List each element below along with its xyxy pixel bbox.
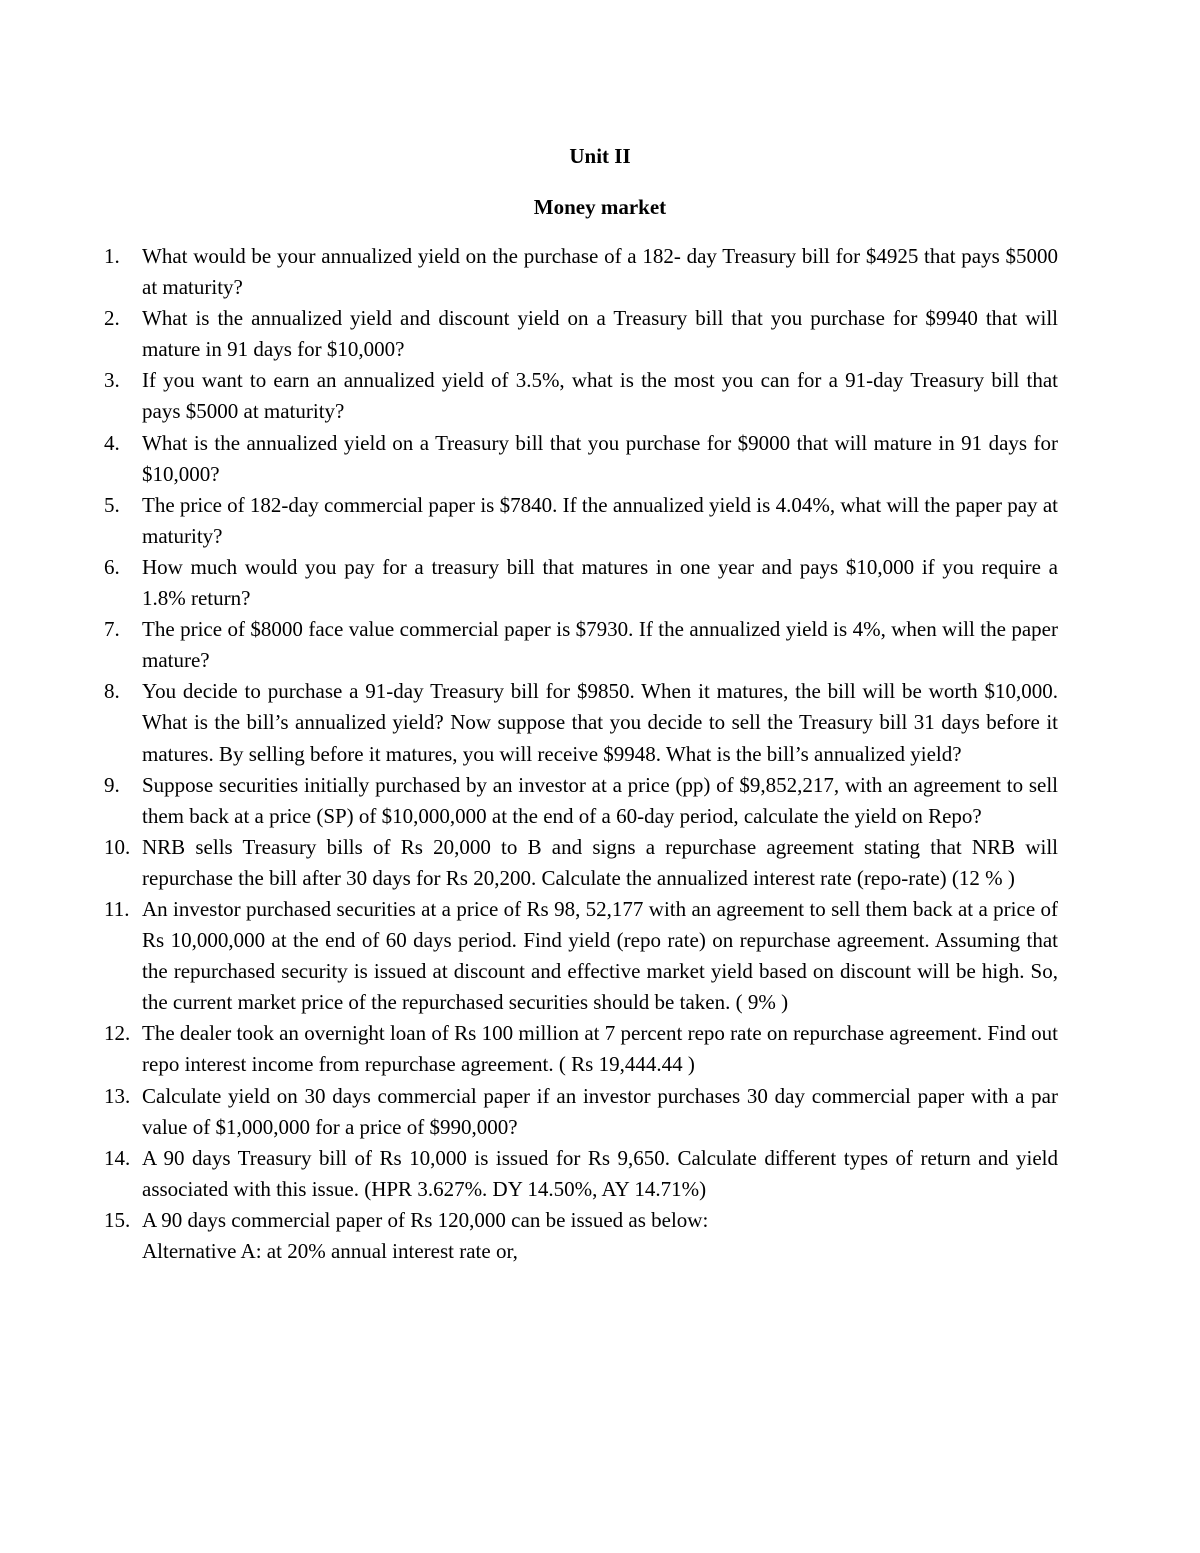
- question-text: An investor purchased securities at a price of Rs 98, 52,177 with an agreement to sell them back at a price of Rs 10,000,000 at the end of 60 days period. Find yield (repo rate) on repurchase agreement. Assuming that the repurchased security is issued at discount and effective market yield based on discount will be high. So, the current market price of the repurchased securities should be taken. ( 9% ): [142, 896, 1058, 1015]
- question-text: What is the annualized yield and discount yield on a Treasury bill that you purchase for $9940 that will mature in 91 days for $10,000?: [142, 306, 1058, 362]
- question-number: 5.: [104, 492, 120, 517]
- question-number: 13.: [104, 1083, 131, 1108]
- question-item: [104, 303, 1058, 365]
- question-item: [104, 241, 1058, 303]
- question-item: [104, 490, 1058, 552]
- question-text: What is the annualized yield on a Treasury bill that you purchase for $9000 that will mature in 91 days for $10,000?: [142, 430, 1058, 486]
- question-item: [104, 1018, 1058, 1080]
- question-item: [104, 1143, 1058, 1205]
- question-number: 7.: [104, 617, 120, 642]
- question-text: The price of 182-day commercial paper is $7840. If the annualized yield is 4.04%, what will the paper pay at maturity?: [142, 492, 1058, 548]
- question-text: What would be your annualized yield on the purchase of a 182- day Treasury bill for $4925 that pays $5000 at maturity?: [142, 244, 1058, 300]
- question-number: 6.: [104, 554, 120, 579]
- question-item: [104, 832, 1058, 894]
- unit-title: Unit II: [569, 144, 631, 168]
- question-number: 3.: [104, 368, 120, 393]
- question-text: If you want to earn an annualized yield of 3.5%, what is the most you can for a 91-day Treasury bill that pays $5000 at maturity?: [142, 368, 1058, 424]
- question-item: [104, 770, 1058, 832]
- question-item: [104, 614, 1058, 676]
- question-list: [104, 241, 1058, 1267]
- question-text-continued: Alternative A: at 20% annual interest rate or,: [142, 1239, 518, 1263]
- question-number: 1.: [104, 244, 120, 268]
- question-number: 8.: [104, 679, 120, 704]
- question-text: You decide to purchase a 91-day Treasury bill for $9850. When it matures, the bill will be worth $10,000. What is the bill’s annualized yield? Now suppose that you decide to sell the Treasury bill 31 days before it matures. By selling before it matures, you will receive $9948. What is the bill’s annualized yield?: [142, 679, 1058, 766]
- question-item: [104, 676, 1058, 769]
- question-text: Suppose securities initially purchased by an investor at a price (pp) of $9,852,217, with an agreement to sell them back at a price (SP) of $10,000,000 at the end of a 60-day period, calculate the yield on Repo?: [142, 772, 1058, 828]
- question-number: 4.: [104, 430, 120, 455]
- question-item: [104, 1205, 1058, 1267]
- question-number: 12.: [104, 1021, 131, 1046]
- question-number: 14.: [104, 1145, 131, 1170]
- question-item: [104, 428, 1058, 490]
- question-text: A 90 days Treasury bill of Rs 10,000 is issued for Rs 9,650. Calculate different types of return and yield associated with this issue. (HPR 3.627%. DY 14.50%, AY 14.71%): [142, 1145, 1058, 1201]
- question-text: The dealer took an overnight loan of Rs 100 million at 7 percent repo rate on repurchase agreement. Find out repo interest income from repurchase agreement. ( Rs 19,444.44 ): [142, 1021, 1058, 1077]
- question-text: Calculate yield on 30 days commercial paper if an investor purchases 30 day commercial paper with a par value of $1,000,000 for a price of $990,000?: [142, 1083, 1058, 1139]
- question-item: [104, 365, 1058, 427]
- question-item: [104, 552, 1058, 614]
- question-number: 10.: [104, 834, 131, 859]
- question-number: 11.: [104, 896, 130, 921]
- question-number: 2.: [104, 306, 120, 331]
- question-number: 9.: [104, 772, 120, 797]
- section-title: Money market: [533, 195, 667, 219]
- question-item: [104, 894, 1058, 1018]
- question-text: A 90 days commercial paper of Rs 120,000 can be issued as below:: [142, 1207, 709, 1232]
- question-text: NRB sells Treasury bills of Rs 20,000 to B and signs a repurchase agreement stating that NRB will repurchase the bill after 30 days for Rs 20,200. Calculate the annualized interest rate (repo-rate) (12 % ): [142, 834, 1058, 890]
- question-text: The price of $8000 face value commercial paper is $7930. If the annualized yield is 4%, when will the paper mature?: [142, 617, 1058, 673]
- question-number: 15.: [104, 1207, 131, 1232]
- question-item: [104, 1081, 1058, 1143]
- question-text: How much would you pay for a treasury bill that matures in one year and pays $10,000 if you require a 1.8% return?: [142, 554, 1058, 611]
